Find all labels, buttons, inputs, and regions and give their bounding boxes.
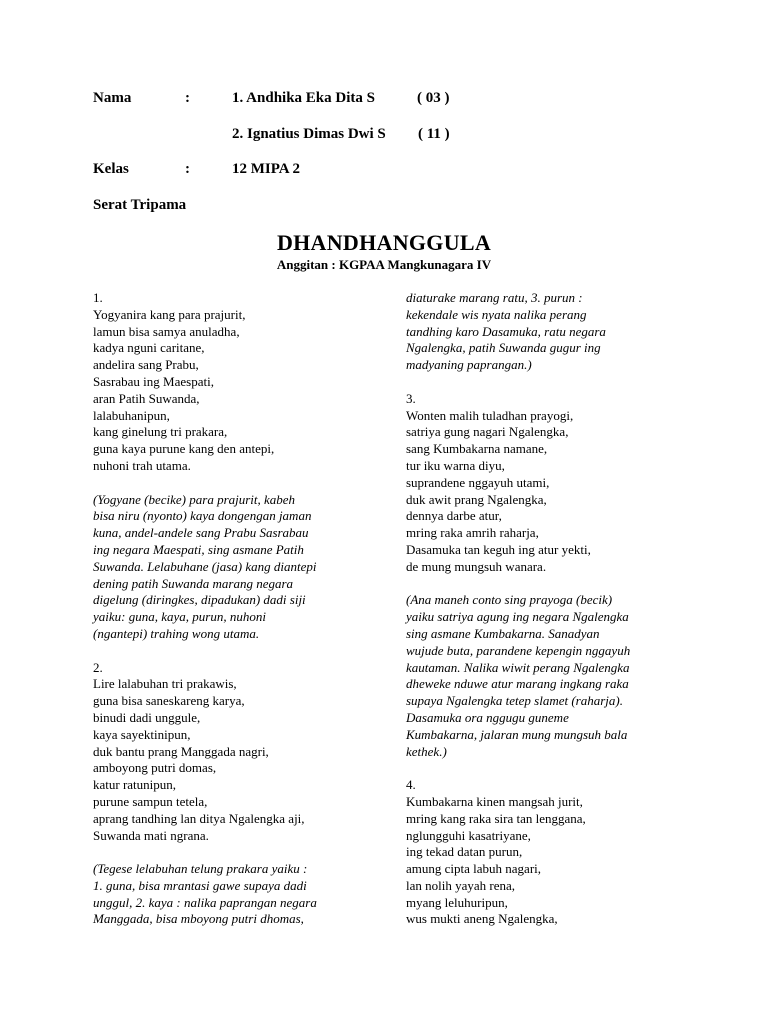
verse-stanza xyxy=(406,391,696,576)
translation-line: digelung (diringkes, dipadukan) dadi siji xyxy=(93,592,306,608)
translation-line: tandhing karo Dasamuka, ratu negara xyxy=(406,323,606,339)
translation-line: Suwanda. Lelabuhane (jasa) kang diantepi xyxy=(93,558,317,574)
kelas-value: 12 MIPA 2 xyxy=(232,161,301,177)
nama-label: Nama xyxy=(93,90,132,106)
translation-line: diaturake marang ratu, 3. purun : xyxy=(406,290,583,305)
verse-line: amboyong putri domas, xyxy=(93,760,217,776)
serat-label: Serat Tripama xyxy=(93,197,187,213)
translation-line: sing asmane Kumbakarna. Sanadyan xyxy=(406,625,600,641)
kelas-colon: : xyxy=(185,161,190,177)
verse-line: duk awit prang Ngalengka, xyxy=(406,491,547,507)
translation-line: Dasamuka ora nggugu guneme xyxy=(406,709,569,725)
translation-line: Kumbakarna, jalaran mung mungsuh bala xyxy=(406,726,628,742)
verse-line: Yogyanira kang para prajurit, xyxy=(93,306,246,322)
translation-paragraph xyxy=(406,592,696,760)
translation-line: ing negara Maespati, sing asmane Patih xyxy=(93,541,304,557)
verse-line: tur iku warna diyu, xyxy=(406,457,505,473)
translation-line: (ngantepi) trahing wong utama. xyxy=(93,625,260,641)
verse-line: mring kang raka sira tan lenggana, xyxy=(406,810,586,826)
verse-line: aprang tandhing lan ditya Ngalengka aji, xyxy=(93,810,305,826)
translation-line: wujude buta, parandene kepengin nggayuh xyxy=(406,642,631,658)
verse-line: lalabuhanipun, xyxy=(93,407,170,423)
student-2-name: 2. Ignatius Dimas Dwi S xyxy=(232,126,386,142)
verse-line: duk bantu prang Manggada nagri, xyxy=(93,743,269,759)
verse-line: katur ratunipun, xyxy=(93,777,177,793)
translation-line: yaiku: guna, kaya, purun, nuhoni xyxy=(93,609,266,625)
verse-line: dennya darbe atur, xyxy=(406,508,502,524)
right-column xyxy=(406,290,696,928)
verse-line: suprandene nggayuh utami, xyxy=(406,474,550,490)
verse-line: Suwanda mati ngrana. xyxy=(93,827,209,843)
verse-line: guna bisa saneskareng karya, xyxy=(93,693,245,709)
verse-line: Dasamuka tan keguh ing atur yekti, xyxy=(406,541,591,557)
verse-line: sang Kumbakarna namane, xyxy=(406,441,548,457)
verse-line: mring raka amrih raharja, xyxy=(406,525,539,541)
verse-line: Kumbakarna kinen mangsah jurit, xyxy=(406,793,583,809)
translation-line: dening patih Suwanda marang negara xyxy=(93,575,294,591)
verse-line: andelira sang Prabu, xyxy=(93,357,199,373)
verse-stanza xyxy=(406,777,696,928)
verse-line: 2. xyxy=(93,659,103,675)
verse-line: Sasrabau ing Maespati, xyxy=(93,373,214,389)
verse-line: 3. xyxy=(406,390,416,406)
verse-line: satriya gung nagari Ngalengka, xyxy=(406,424,569,440)
translation-line: kautaman. Nalika wiwit perang Ngalengka xyxy=(406,659,630,675)
verse-line: lan nolih yayah rena, xyxy=(406,877,516,893)
translation-line: bisa niru (nyonto) kaya dongengan jaman xyxy=(93,508,312,524)
translation-paragraph xyxy=(93,861,383,928)
verse-line: myang leluhuripun, xyxy=(406,894,508,910)
verse-line: amung cipta labuh nagari, xyxy=(406,861,542,877)
student-2-number: ( 11 ) xyxy=(418,126,450,142)
translation-line: madyaning paprangan.) xyxy=(406,357,532,373)
verse-line: Lire lalabuhan tri prakawis, xyxy=(93,676,237,692)
student-1-name: 1. Andhika Eka Dita S xyxy=(232,90,375,106)
kelas-label: Kelas xyxy=(93,161,129,177)
verse-line: kaya sayektinipun, xyxy=(93,726,191,742)
verse-line: wus mukti aneng Ngalengka, xyxy=(406,911,558,927)
translation-line: kekendale wis nyata nalika perang xyxy=(406,306,587,322)
left-column xyxy=(93,290,383,928)
nama-colon: : xyxy=(185,90,190,106)
verse-line: kang ginelung tri prakara, xyxy=(93,424,228,440)
student-1-number: ( 03 ) xyxy=(417,90,450,106)
verse-line: nglungguhi kasatriyane, xyxy=(406,827,531,843)
verse-line: Wonten malih tuladhan prayogi, xyxy=(406,407,574,423)
document-subtitle: Anggitan : KGPAA Mangkunagara IV xyxy=(276,257,492,272)
verse-line: binudi dadi unggule, xyxy=(93,709,201,725)
verse-stanza xyxy=(93,660,383,845)
verse-line: de mung mungsuh wanara. xyxy=(406,558,547,574)
translation-paragraph xyxy=(406,290,696,374)
translation-line: 1. guna, bisa mrantasi gawe supaya dadi xyxy=(93,877,307,893)
verse-line: guna kaya purune kang den antepi, xyxy=(93,441,275,457)
translation-line: Ngalengka, patih Suwanda gugur ing xyxy=(406,340,601,356)
translation-line: dheweke nduwe atur marang ingkang raka xyxy=(406,676,629,692)
translation-paragraph xyxy=(93,492,383,643)
translation-line: kethek.) xyxy=(406,743,447,759)
verse-line: kadya nguni caritane, xyxy=(93,340,205,356)
verse-line: 4. xyxy=(406,777,416,793)
verse-line: aran Patih Suwanda, xyxy=(93,390,200,406)
translation-line: supaya Ngalengka tetep slamet (raharja). xyxy=(406,693,623,709)
translation-line: yaiku satriya agung ing negara Ngalengka xyxy=(406,609,629,625)
translation-line: (Tegese lelabuhan telung prakara yaiku : xyxy=(93,861,308,877)
verse-stanza xyxy=(93,290,383,475)
translation-line: Manggada, bisa mboyong putri dhomas, xyxy=(93,911,304,927)
verse-line: ing tekad datan purun, xyxy=(406,844,523,860)
verse-line: 1. xyxy=(93,290,103,305)
document-title: DHANDHANGGULA xyxy=(276,230,492,255)
verse-line: purune sampun tetela, xyxy=(93,793,208,809)
verse-line: lamun bisa samya anuladha, xyxy=(93,323,240,339)
translation-line: unggul, 2. kaya : nalika paprangan negara xyxy=(93,894,317,910)
translation-line: (Yogyane (becike) para prajurit, kabeh xyxy=(93,491,296,507)
translation-line: kuna, andel-andele sang Prabu Sasrabau xyxy=(93,525,309,541)
verse-line: nuhoni trah utama. xyxy=(93,457,191,473)
translation-line: (Ana maneh conto sing prayoga (becik) xyxy=(406,592,613,608)
